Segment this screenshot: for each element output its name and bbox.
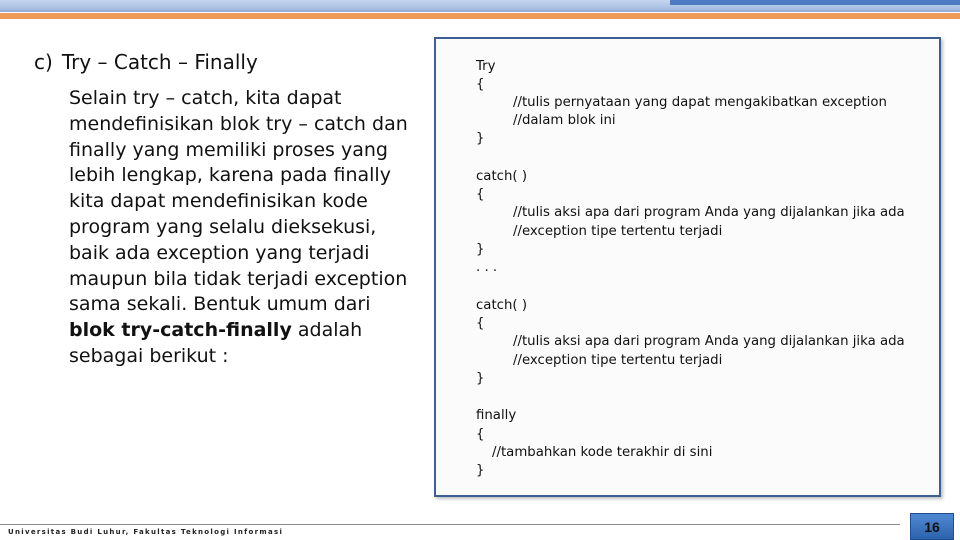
- code-line: {: [476, 77, 485, 92]
- body-text-1: Selain try – catch, kita dapat mendefinisikan blok try – catch dan finally yang memiliki proses yang lebih lengkap, karena pada finally kita dapat mendefinisikan kode program yang selalu dieksekusi, baik ada exception yang terjadi maupun bila tidak terjadi exception sama sekali. Bentuk umum dari: [69, 87, 408, 316]
- code-line: {: [476, 427, 485, 442]
- code-line: //tulis aksi apa dari program Anda yang dijalankan jika ada: [513, 334, 905, 349]
- code-line: //tulis aksi apa dari program Anda yang dijalankan jika ada: [513, 205, 905, 220]
- code-line: {: [476, 316, 485, 331]
- code-line: finally: [476, 408, 517, 423]
- code-line: {: [476, 187, 485, 202]
- code-line: . . .: [476, 260, 498, 275]
- footer-divider: [0, 524, 900, 525]
- code-line: //exception tipe tertentu terjadi: [513, 224, 723, 239]
- body-text-2: adalah sebagai berikut :: [69, 319, 363, 367]
- top-accent-bar: [0, 13, 960, 19]
- heading-title: Try – Catch – Finally: [61, 50, 258, 74]
- code-line: Try: [476, 59, 496, 74]
- body-paragraph: [69, 86, 409, 370]
- code-line: }: [476, 131, 485, 146]
- code-example-box: [434, 37, 941, 497]
- code-line: catch( ): [476, 298, 528, 313]
- code-line: //tambahkan kode terakhir di sini: [492, 445, 713, 460]
- slide-heading: [34, 50, 258, 74]
- code-line: //dalam blok ini: [513, 113, 616, 128]
- heading-marker: c): [34, 50, 53, 74]
- code-line: }: [476, 371, 485, 386]
- page-number-badge: 16: [910, 513, 954, 540]
- body-text-bold: blok try-catch-finally: [69, 319, 292, 342]
- footer-institution: Universitas Budi Luhur, Fakultas Teknologi Informasi: [8, 528, 284, 536]
- code-line: }: [476, 242, 485, 257]
- top-decorative-bar: [0, 0, 960, 12]
- code-line: }: [476, 463, 485, 478]
- code-line: catch( ): [476, 169, 528, 184]
- code-line: //tulis pernyataan yang dapat mengakibatkan exception: [513, 95, 887, 110]
- code-line: //exception tipe tertentu terjadi: [513, 353, 723, 368]
